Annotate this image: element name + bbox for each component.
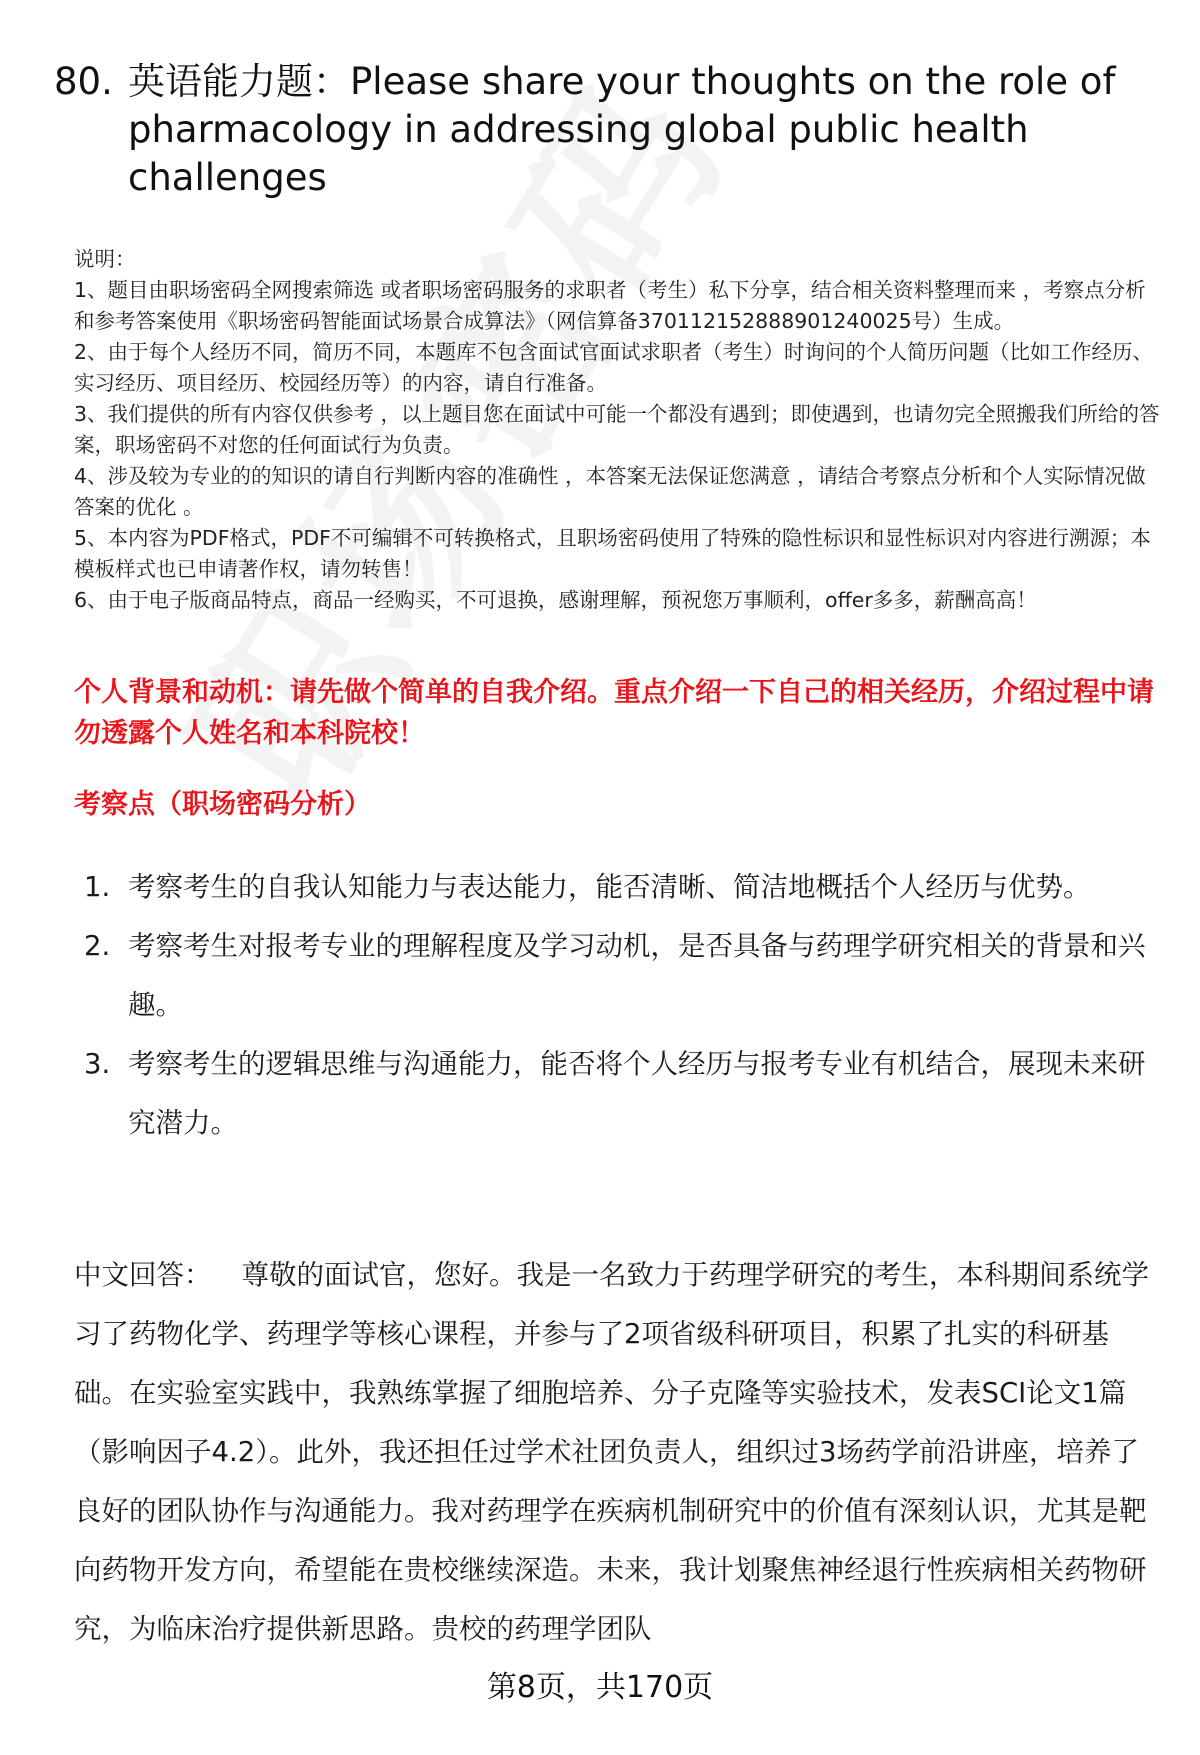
page-footer: 第8页，共170页 <box>486 1670 714 1705</box>
list-item-text: 考察考生对报考专业的理解程度及学习动机，是否具备与药理学研究相关的背景和兴趣。 <box>128 930 1146 1021</box>
list-item <box>84 917 1154 1035</box>
notes-title: 说明： <box>74 247 136 271</box>
list-item-text: 考察考生的逻辑思维与沟通能力，能否将个人经历与报考专业有机结合，展现未来研究潜力。 <box>128 1048 1146 1139</box>
note-item: 5、本内容为PDF格式，PDF不可编辑不可转换格式，且职场密码使用了特殊的隐性标识和显性标识对内容进行溯源；本模板样式也已申请著作权，请勿转售！ <box>74 526 1151 581</box>
notes-block <box>74 244 1160 616</box>
note-item: 3、我们提供的所有内容仅供参考 ，以上题目您在面试中可能一个都没有遇到；即使遇到，也请勿完全照搬我们所给的答案，职场密码不对您的任何面试行为负责。 <box>74 402 1160 457</box>
question-text: 英语能力题：Please share your thoughts on the role of pharmacology in addressing global public health challenges <box>128 60 1116 199</box>
note-item: 2、由于每个人经历不同，简历不同，本题库不包含面试官面试求职者（考生）时询问的个人简历问题（比如工作经历、实习经历、项目经历、校园经历等）的内容，请自行准备。 <box>74 340 1154 395</box>
note-item: 6、由于电子版商品特点，商品一经购买，不可退换，感谢理解，预祝您万事顺利，offer多多，薪酬高高！ <box>74 588 1037 612</box>
list-item-text: 考察考生的自我认知能力与表达能力，能否清晰、简洁地概括个人经历与优势。 <box>128 871 1091 903</box>
note-item: 1、题目由职场密码全网搜索筛选 或者职场密码服务的求职者（考生）私下分享，结合相关资料整理而来 ，考察点分析和参考答案使用《职场密码智能面试场景合成算法》（网信算备370112152888901240025号）生成。 <box>74 278 1146 333</box>
list-item <box>84 1035 1154 1153</box>
assessment-points-list <box>84 858 1154 1153</box>
question-number: 80. <box>54 60 113 103</box>
list-item-number: 1. <box>84 871 111 903</box>
list-item-number: 2. <box>84 930 111 962</box>
points-heading: 考察点（职场密码分析） <box>74 789 371 820</box>
answer-text: 尊敬的面试官，您好。我是一名致力于药理学研究的考生，本科期间系统学习了药物化学、药理学等核心课程，并参与了2项省级科研项目，积累了扎实的科研基础。在实验室实践中，我熟练掌握了细胞培养、分子克隆等实验技术，发表SCI论文1篇（影响因子4.2）。此外，我还担任过学术社团负责人，组织过3场药学前沿讲座，培养了良好的团队协作与沟通能力。我对药理学在疾病机制研究中的价值有深刻认识，尤其是靶向药物开发方向，希望能在贵校继续深造。未来，我计划聚焦神经退行性疾病相关药物研究，为临床治疗提供新思路。贵校的药理学团队 <box>74 1259 1149 1645</box>
answer-label: 中文回答： <box>74 1259 212 1291</box>
note-item: 4、涉及较为专业的的知识的请自行判断内容的准确性 ，本答案无法保证您满意 ，请结合考察点分析和个人实际情况做答案的优化 。 <box>74 464 1146 519</box>
list-item <box>84 858 1154 917</box>
question-title <box>54 58 1144 202</box>
section-heading: 个人背景和动机：请先做个简单的自我介绍。重点介绍一下自己的相关经历，介绍过程中请勿透露个人姓名和本科院校！ <box>74 677 1154 749</box>
answer-paragraph <box>74 1246 1154 1659</box>
list-item-number: 3. <box>84 1048 111 1080</box>
